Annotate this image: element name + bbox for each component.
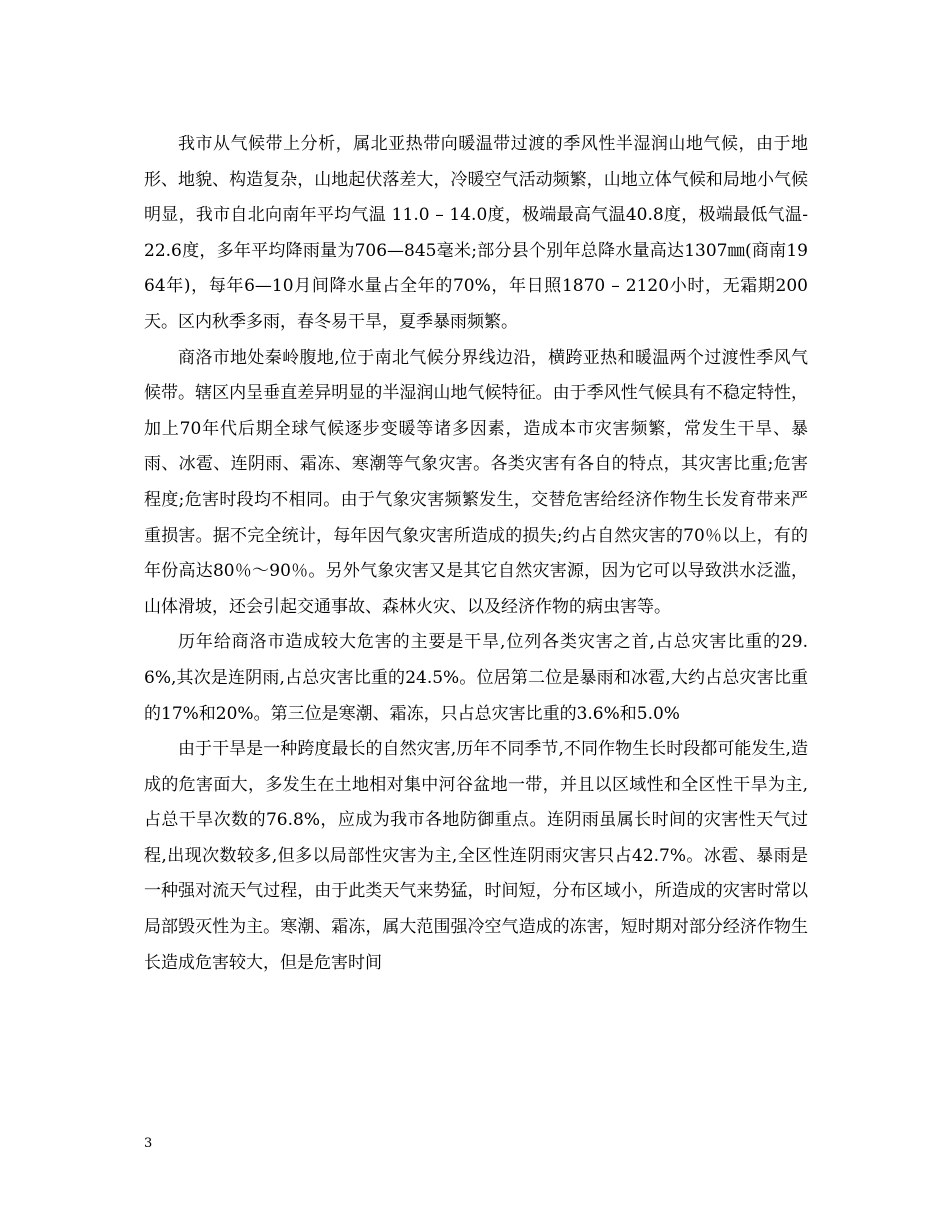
page-number: 3 [144,1136,153,1151]
document-body [144,127,808,981]
paragraph-drought-analysis: 由于干旱是一种跨度最长的自然灾害,历年不同季节,不同作物生长时段都可能发生,造成的危害面大，多发生在土地相对集中河谷盆地一带，并且以区域性和全区性干旱为主,占总干旱次数的76.8%，应成为我市各地防御重点。连阴雨虽属长时间的灾害性天气过程,出现次数较多,但多以局部性灾害为主,全区性连阴雨灾害只占42.7%。冰雹、暴雨是一种强对流天气过程，由于此类天气来势猛，时间短，分布区域小，所造成的灾害时常以局部毁灭性为主。寒潮、霜冻，属大范围强冷空气造成的冻害，短时期对部分经济作物生长造成危害较大，但是危害时间 [144,739,808,973]
paragraph-shangluo-climate: 商洛市地处秦岭腹地,位于南北气候分界线边沿，横跨亚热和暖温两个过渡性季风气候带。辖区内呈垂直差异明显的半湿润山地气候特征。由于季风性气候具有不稳定特性，加上70年代后期全球气候逐步变暖等诸多因素，造成本市灾害频繁，常发生干旱、暴雨、冰雹、连阴雨、霜冻、寒潮等气象灾害。各类灾害有各自的特点，其灾害比重;危害程度;危害时段均不相同。由于气象灾害频繁发生，交替危害给经济作物生长发育带来严重损害。据不完全统计，每年因气象灾害所造成的损失;约占自然灾害的70％以上，有的年份高达80％～90％。另外气象灾害又是其它自然灾害源，因为它可以导致洪水泛滥，山体滑坡，还会引起交通事故、森林火灾、以及经济作物的病虫害等。 [144,347,808,617]
paragraph-climate-overview: 我市从气候带上分析，属北亚热带向暖温带过渡的季风性半湿润山地气候，由于地形、地貌、构造复杂，山地起伏落差大，冷暖空气活动频繁，山地立体气候和局地小气候明显，我市自北向南年平均气温 11.0 – 14.0度，极端最高气温40.8度，极端最低气温-22.6度，多年平均降雨量为706—845毫米;部分县个别年总降水量高达1307㎜(商南1964年)，每年6—10月间降水量占全年的70%，年日照1870 – 2120小时，无霜期200天。区内秋季多雨，春冬易干旱，夏季暴雨频繁。 [144,134,808,332]
paragraph-disaster-ranking: 历年给商洛市造成较大危害的主要是干旱,位列各类灾害之首,占总灾害比重的29.6%,其次是连阴雨,占总灾害比重的24.5%。位居第二位是暴雨和冰雹,大约占总灾害比重的17%和20%。第三位是寒潮、霜冻，只占总灾害比重的3.6%和5.0% [144,632,808,724]
